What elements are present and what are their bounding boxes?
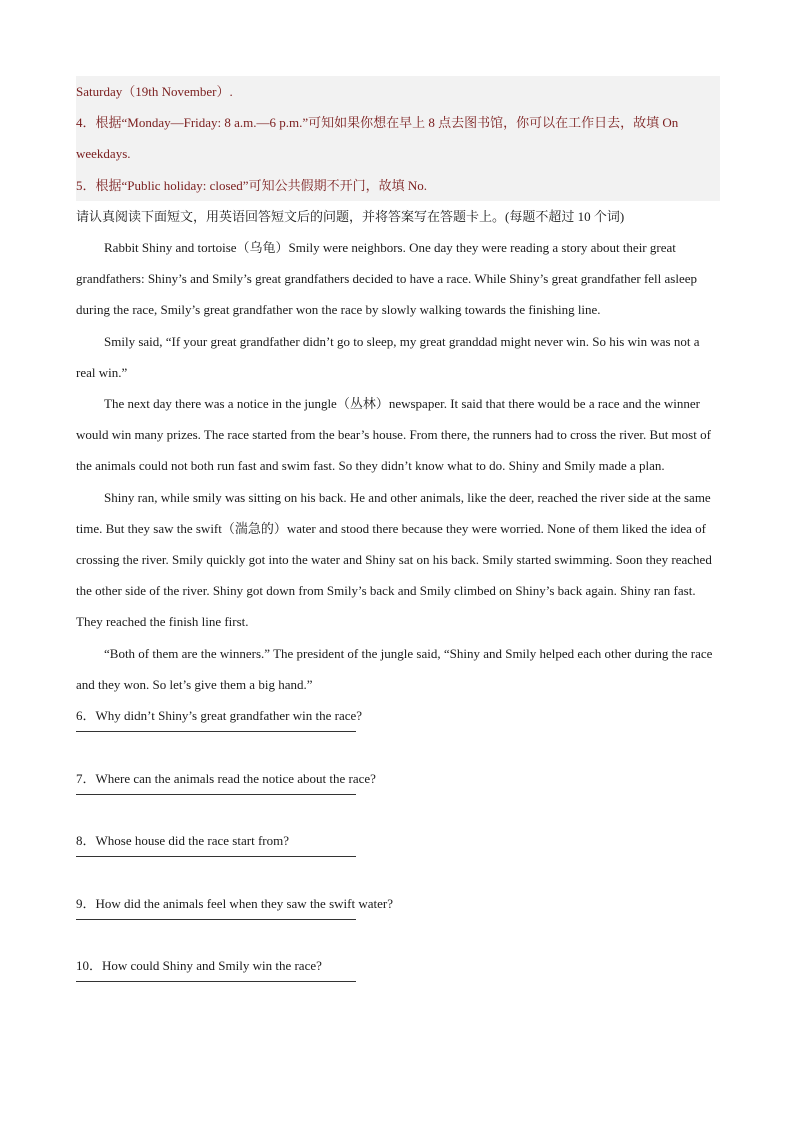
question-item: [76, 950, 720, 1013]
question-item: [76, 763, 720, 826]
answer-blank-line[interactable]: [76, 981, 356, 982]
question-list: [76, 700, 720, 1013]
question-text: 7．Where can the animals read the notice about the race?: [76, 770, 376, 786]
passage-paragraph: The next day there was a notice in the jungle（丛林）newspaper. It said that there would be a race and the winner would win many prizes. The race started from the bear’s house. From there, the runners had to cross the river. But most of the animals could not both run fast and swim fast. So they didn’t know what to do. Shiny and Smily made a plan.: [76, 396, 711, 474]
reading-instruction: 请认真阅读下面短文，用英语回答短文后的问题，并将答案写在答题卡上。(每题不超过 10 个词): [76, 208, 625, 224]
question-text: 6．Why didn’t Shiny’s great grandfather win the race?: [76, 708, 363, 724]
answer-blank-line[interactable]: [76, 794, 356, 795]
passage-paragraph: Rabbit Shiny and tortoise（乌龟）Smily were neighbors. One day they were reading a story about their great grandfathers: Shiny’s and Smily’s great grandfathers decided to have a race. While Shiny’s great grandfather fell asleep during the race, Smily’s great grandfather won the race by slowly walking towards the finishing line.: [76, 240, 698, 318]
answer-blank-line[interactable]: [76, 856, 356, 857]
question-item: [76, 700, 720, 763]
answer-blank-line[interactable]: [76, 919, 356, 920]
answer-blank-line[interactable]: [76, 731, 356, 732]
passage-paragraph: Smily said, “If your great grandfather didn’t go to sleep, my great granddad might never win. So his win was not a real win.”: [76, 333, 700, 380]
question-item: [76, 888, 720, 951]
answer-explanation-box: [76, 76, 720, 201]
document-page: [76, 76, 720, 1013]
answer-line-3: Saturday（19th November）.: [76, 84, 233, 99]
question-text: 8．Whose house did the race start from?: [76, 833, 289, 849]
question-text: 10．How could Shiny and Smily win the race?: [76, 958, 322, 974]
reading-passage: [76, 232, 720, 700]
question-text: 9．How did the animals feel when they saw the swift water?: [76, 895, 393, 911]
passage-paragraph: “Both of them are the winners.” The president of the jungle said, “Shiny and Smily helped each other during the race and they won. So let’s give them a big hand.”: [76, 645, 713, 692]
answer-line-4: 4．根据“Monday—Friday: 8 a.m.—6 p.m.”可知如果你想在早上 8 点去图书馆，你可以在工作日去，故填 On weekdays.: [76, 115, 679, 162]
question-item: [76, 825, 720, 888]
answer-line-5: 5．根据“Public holiday: closed”可知公共假期不开门，故填 No.: [76, 177, 427, 193]
passage-paragraph: Shiny ran, while smily was sitting on his back. He and other animals, like the deer, reached the river side at the same time. But they saw the swift（湍急的）water and stood there because they were worried. None of them liked the idea of crossing the river. Smily quickly got into the water and Shiny sat on his back. Smily started swimming. Soon they reached the other side of the river. Shiny got down from Smily’s back and Smily climbed on Shiny’s back again. Shiny ran fast. They reached the finish line first.: [76, 489, 712, 630]
